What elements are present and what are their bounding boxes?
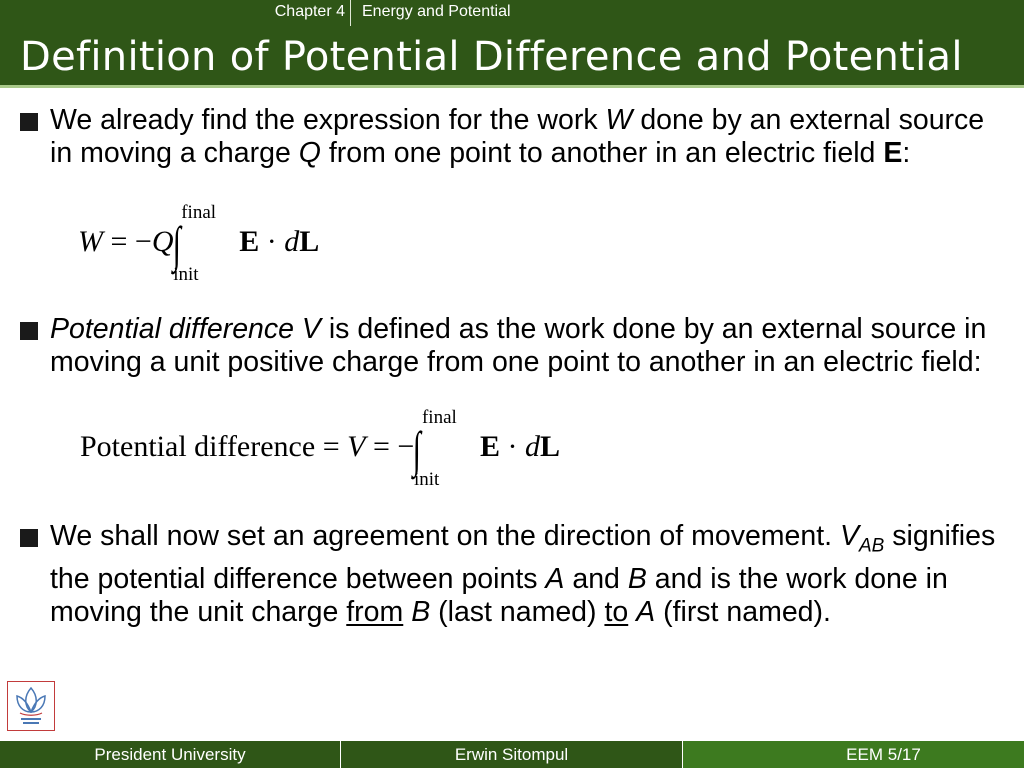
- lower-limit: init: [173, 264, 199, 285]
- header-bar: [0, 0, 1024, 26]
- work-equation: W = −Q∫ final init E · dL: [78, 202, 320, 285]
- slide-title: Definition of Potential Difference and Potential: [20, 34, 963, 80]
- header-divider: [350, 0, 351, 26]
- lotus-logo-icon: [8, 682, 54, 730]
- title-bar: [0, 26, 1024, 88]
- bullet-potential-difference: [20, 313, 1010, 379]
- bullet-direction: [20, 520, 1010, 629]
- bullet-text: Potential difference V is defined as the work done by an external source in moving a unit positive charge from one point to another in an electric field:: [50, 313, 987, 378]
- footer-institution: President University: [0, 741, 340, 768]
- footer-author: Erwin Sitompul: [341, 741, 682, 768]
- bullet-work: [20, 104, 1010, 170]
- footer-page: [683, 741, 1024, 768]
- upper-limit: final: [421, 407, 457, 428]
- potential-difference-equation: Potential difference = V = −∫ final init E · dL: [80, 407, 561, 490]
- bullet-text: We shall now set an agreement on the direction of movement. $V_{AB}$ signifies the potential difference between points A and B and is the work done in moving the unit charge from B (last named) to A (first named).: [50, 520, 996, 628]
- page-number: EEM 5/17: [846, 745, 921, 764]
- bullet-square-icon: [20, 322, 38, 340]
- integral-sign: ∫: [172, 216, 181, 272]
- bullet-square-icon: [20, 113, 38, 131]
- topic-label: Energy and Potential: [362, 3, 511, 20]
- bullet-text: We already find the expression for the work W done by an external source in moving a charge Q from one point to another in an electric field E:: [50, 104, 985, 169]
- integral-limits: [413, 407, 480, 490]
- chapter-label: Chapter 4: [274, 3, 345, 20]
- integral-sign: ∫: [413, 421, 422, 477]
- footer-bar: [0, 741, 1024, 768]
- title-underline: [0, 85, 1024, 88]
- upper-limit: final: [181, 202, 217, 223]
- lower-limit: init: [413, 469, 440, 490]
- integral-limits: [173, 202, 239, 285]
- bullet-square-icon: [20, 529, 38, 547]
- university-logo: [7, 681, 55, 731]
